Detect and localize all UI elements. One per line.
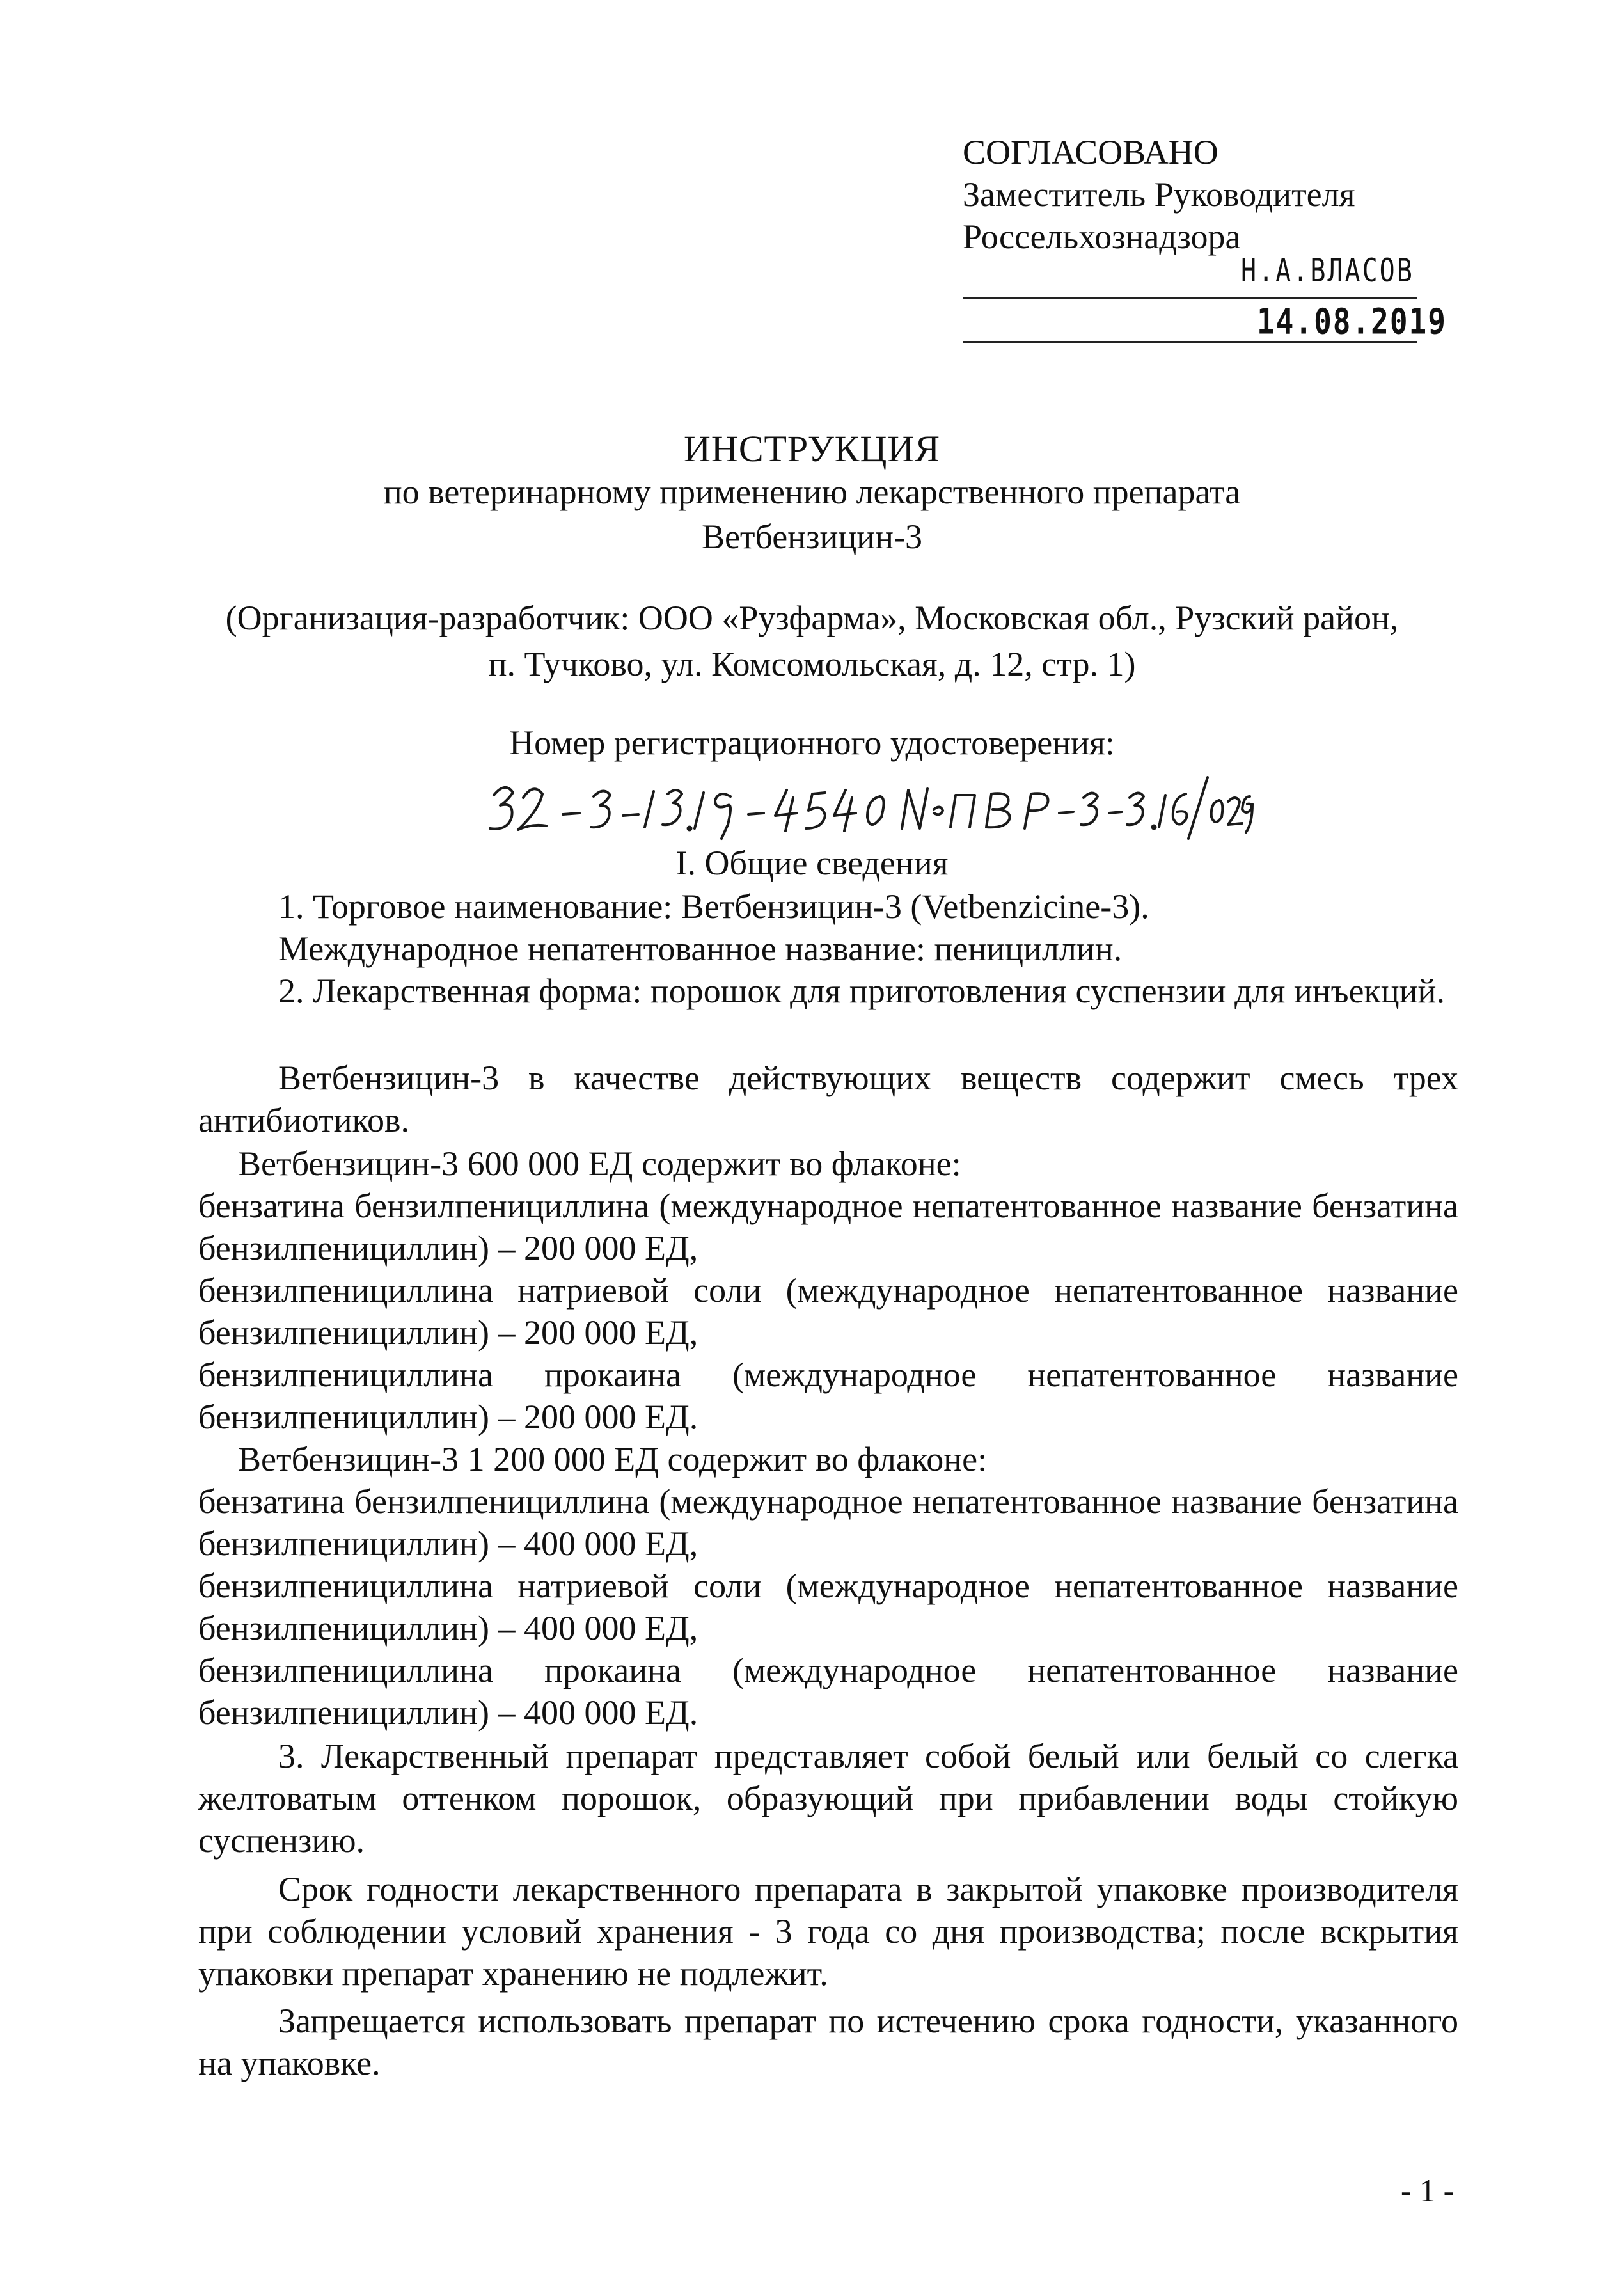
drug-name: Ветбензицин-3 bbox=[701, 518, 923, 556]
paragraph-text: Ветбензицин-3 1 200 000 ЕД содержит во флаконе: bbox=[238, 1440, 988, 1478]
paragraph-text: Ветбензицин-3 600 000 ЕД содержит во флаконе: bbox=[238, 1144, 961, 1183]
paragraph-text: 1. Торговое наименование: Ветбензицин-3 (Vetbenzicine-3). bbox=[278, 887, 1149, 926]
approval-position: Заместитель Руководителя bbox=[963, 175, 1355, 214]
approval-block bbox=[963, 131, 1423, 258]
section-title: I. Общие сведения bbox=[675, 844, 949, 882]
paragraph-1200k-heading bbox=[198, 1438, 1458, 1480]
paragraph-1200k-benzathine bbox=[198, 1480, 1458, 1565]
registration-title: Номер регистрационного удостоверения: bbox=[509, 724, 1115, 762]
paragraph-text: бензатина бензилпенициллина (международное непатентованное название бензатина бензилпенициллин) – 200 000 ЕД, bbox=[198, 1187, 1458, 1267]
paragraph-inn bbox=[198, 928, 1458, 970]
paragraph-600k-heading bbox=[198, 1143, 1458, 1185]
page-number: - 1 - bbox=[1401, 2172, 1455, 2208]
paragraph-1200k-sodium bbox=[198, 1565, 1458, 1649]
date-stamp: 14.08.2019 bbox=[1257, 301, 1447, 342]
paragraph-text: бензилпенициллина прокаина (международное непатентованное название бензилпенициллин) – 200 000 ЕД. bbox=[198, 1356, 1458, 1436]
document-subtitle: по ветеринарному применению лекарственного препарата bbox=[383, 473, 1241, 511]
paragraph-description bbox=[198, 1735, 1458, 1862]
paragraph-text: Запрещается использовать препарат по истечению срока годности, указанного на упаковке. bbox=[198, 2002, 1458, 2082]
document-title: ИНСТРУКЦИЯ bbox=[684, 428, 940, 470]
paragraph-text: бензатина бензилпенициллина (международное непатентованное название бензатина бензилпенициллин) – 400 000 ЕД, bbox=[198, 1482, 1458, 1563]
paragraph-text: бензилпенициллина прокаина (международное непатентованное название бензилпенициллин) – 400 000 ЕД. bbox=[198, 1651, 1458, 1732]
paragraph-text: 2. Лекарственная форма: порошок для приготовления суспензии для инъекций. bbox=[278, 972, 1445, 1010]
paragraph-600k-benzathine bbox=[198, 1185, 1458, 1269]
paragraph-600k-procaine bbox=[198, 1354, 1458, 1438]
handwritten-registration-number bbox=[486, 764, 1254, 841]
paragraph-trade-name bbox=[198, 885, 1458, 928]
paragraph-text: Ветбензицин-3 в качестве действующих веществ содержит смесь трех антибиотиков. bbox=[198, 1059, 1458, 1139]
paragraph-dosage-form bbox=[198, 970, 1458, 1012]
paragraph-text: 3. Лекарственный препарат представляет собой белый или белый со слегка желтоватым оттенком порошок, образующий при прибавлении воды стойкую суспензию. bbox=[198, 1737, 1458, 1860]
date-line bbox=[963, 341, 1417, 343]
paragraph-text: Срок годности лекарственного препарата в закрытой упаковке производителя при соблюдении условий хранения - 3 года со дня производства; после вскрытия упаковки препарат хранению не подлежит. bbox=[198, 1870, 1458, 1993]
signatory-stamp: Н.А.ВЛАСОВ bbox=[1241, 253, 1414, 290]
approval-agency: Россельхознадзора bbox=[963, 218, 1241, 256]
paragraph-expiry-warning bbox=[198, 2000, 1458, 2084]
paragraph-text: бензилпенициллина натриевой соли (международное непатентованное название бензилпенициллин) – 400 000 ЕД, bbox=[198, 1567, 1458, 1647]
approval-heading: СОГЛАСОВАНО bbox=[963, 133, 1218, 171]
paragraph-shelf-life bbox=[198, 1868, 1458, 1995]
paragraph-text: Международное непатентованное название: пенициллин. bbox=[278, 930, 1123, 968]
paragraph-600k-sodium bbox=[198, 1269, 1458, 1354]
developer-org-line-2: п. Тучково, ул. Комсомольская, д. 12, стр. 1) bbox=[488, 645, 1136, 683]
paragraph-text: бензилпенициллина натриевой соли (международное непатентованное название бензилпенициллин) – 200 000 ЕД, bbox=[198, 1271, 1458, 1352]
developer-org-line-1: (Организация-разработчик: ООО «Рузфарма», Московская обл., Рузский район, bbox=[225, 599, 1399, 637]
paragraph-active-substances bbox=[198, 1057, 1458, 1141]
signature-line bbox=[963, 297, 1417, 299]
paragraph-1200k-procaine bbox=[198, 1649, 1458, 1734]
